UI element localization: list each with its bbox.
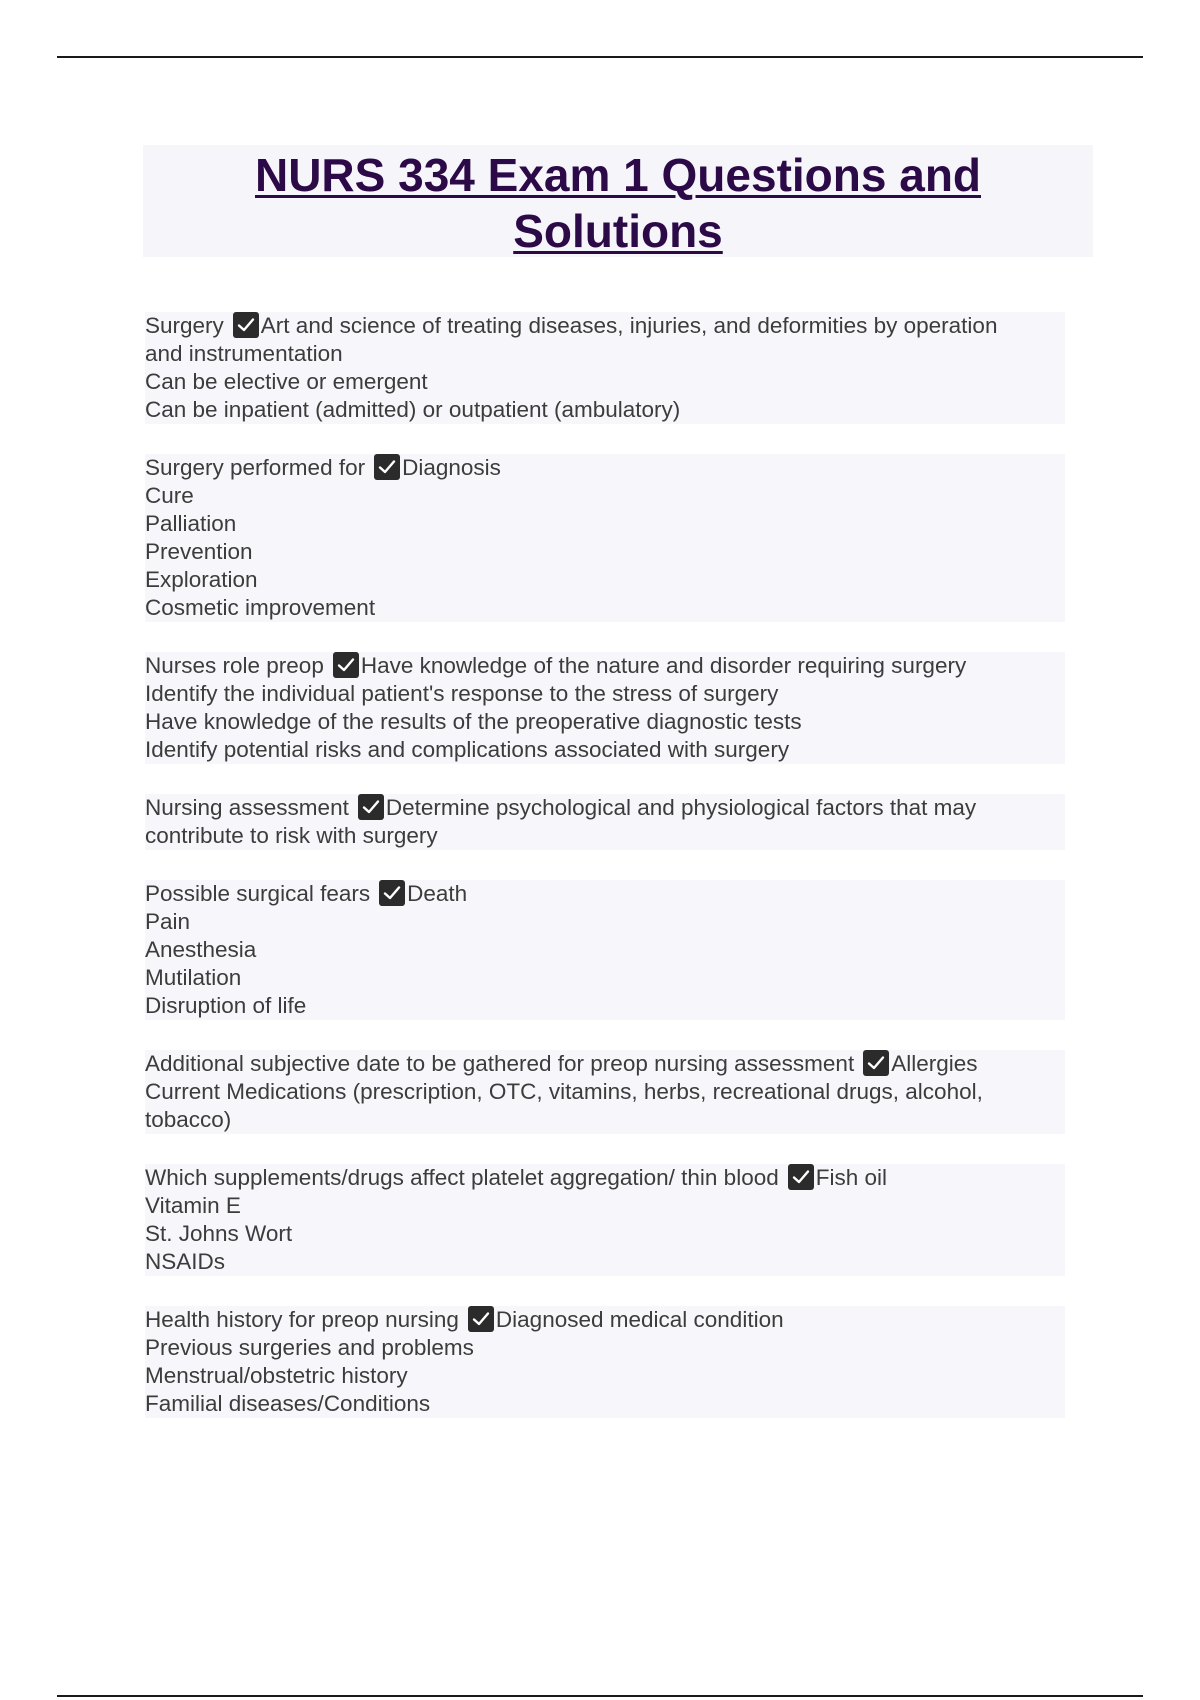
card-answer: Have knowledge of the nature and disorder requiring surgery xyxy=(360,653,967,678)
card-answer-continuation: contribute to risk with surgery xyxy=(145,822,1065,850)
card-answer: Determine psychological and physiological factors that may xyxy=(385,795,977,820)
card-answer-line: Identify potential risks and complications associated with surgery xyxy=(145,736,1065,764)
card-answer-line: Palliation xyxy=(145,510,1065,538)
page-title xyxy=(143,147,1093,259)
card-term: Possible surgical fears xyxy=(145,881,371,906)
card-question-line xyxy=(145,312,1065,340)
card-answer-line: Identify the individual patient's response to the stress of surgery xyxy=(145,680,1065,708)
card-question-line xyxy=(145,1306,1065,1334)
checkmark-icon xyxy=(358,794,384,820)
card-answer-line: Can be inpatient (admitted) or outpatient (ambulatory) xyxy=(145,396,1065,424)
card-answer-line: Familial diseases/Conditions xyxy=(145,1390,1065,1418)
flashcard-nurses-role-preop xyxy=(145,652,1065,764)
card-answer-line: St. Johns Wort xyxy=(145,1220,1065,1248)
header-rule xyxy=(57,56,1143,58)
card-answer-line: Pain xyxy=(145,908,1065,936)
card-question-line xyxy=(145,880,1065,908)
card-answer: Fish oil xyxy=(815,1165,888,1190)
checkmark-icon xyxy=(788,1164,814,1190)
card-answer: Art and science of treating diseases, injuries, and deformities by operation xyxy=(260,313,998,338)
card-term: Additional subjective date to be gathered for preop nursing assessment xyxy=(145,1051,855,1076)
card-answer-line: Current Medications (prescription, OTC, vitamins, herbs, recreational drugs, alcohol, xyxy=(145,1078,1065,1106)
card-answer: Death xyxy=(407,881,468,906)
card-term: Health history for preop nursing xyxy=(145,1307,459,1332)
card-term: Nursing assessment xyxy=(145,795,349,820)
card-question-line xyxy=(145,652,1065,680)
card-answer-line: Menstrual/obstetric history xyxy=(145,1362,1065,1390)
card-answer-line: Disruption of life xyxy=(145,992,1065,1020)
card-answer-line: Anesthesia xyxy=(145,936,1065,964)
title-line-2: Solutions xyxy=(513,205,723,257)
card-term: Nurses role preop xyxy=(145,653,324,678)
flashcard-health-history xyxy=(145,1306,1065,1418)
checkmark-icon xyxy=(374,454,400,480)
card-answer-line: Prevention xyxy=(145,538,1065,566)
flashcard-nursing-assessment xyxy=(145,794,1065,850)
flashcard-surgery-performed-for xyxy=(145,454,1065,622)
flashcard-surgery xyxy=(145,312,1065,424)
card-answer-line: Previous surgeries and problems xyxy=(145,1334,1065,1362)
card-term: Surgery performed for xyxy=(145,455,366,480)
footer-rule xyxy=(57,1695,1143,1697)
card-answer-line: Exploration xyxy=(145,566,1065,594)
checkmark-icon xyxy=(333,652,359,678)
card-answer-continuation: and instrumentation xyxy=(145,340,1065,368)
card-answer-line: Mutilation xyxy=(145,964,1065,992)
card-question-line xyxy=(145,794,1065,822)
title-banner xyxy=(143,145,1093,257)
card-question-line xyxy=(145,454,1065,482)
card-question-line xyxy=(145,1164,1065,1192)
card-term: Which supplements/drugs affect platelet aggregation/ thin blood xyxy=(145,1165,779,1190)
checkmark-icon xyxy=(468,1306,494,1332)
flashcard-list xyxy=(145,312,1065,1448)
card-answer-line: Have knowledge of the results of the preoperative diagnostic tests xyxy=(145,708,1065,736)
card-answer: Diagnosed medical condition xyxy=(495,1307,784,1332)
flashcard-possible-surgical-fears xyxy=(145,880,1065,1020)
flashcard-additional-subjective-data xyxy=(145,1050,1065,1134)
card-answer-line: tobacco) xyxy=(145,1106,1065,1134)
card-term: Surgery xyxy=(145,313,224,338)
flashcard-platelet-supplements xyxy=(145,1164,1065,1276)
card-question-line xyxy=(145,1050,1065,1078)
title-line-1: NURS 334 Exam 1 Questions and xyxy=(254,149,982,201)
card-answer-line: Can be elective or emergent xyxy=(145,368,1065,396)
card-answer: Allergies xyxy=(891,1051,978,1076)
card-answer: Diagnosis xyxy=(402,455,501,480)
checkmark-icon xyxy=(233,312,259,338)
card-answer-line: NSAIDs xyxy=(145,1248,1065,1276)
checkmark-icon xyxy=(863,1050,889,1076)
card-answer-line: Cosmetic improvement xyxy=(145,594,1065,622)
card-answer-line: Vitamin E xyxy=(145,1192,1065,1220)
checkmark-icon xyxy=(379,880,405,906)
card-answer-line: Cure xyxy=(145,482,1065,510)
